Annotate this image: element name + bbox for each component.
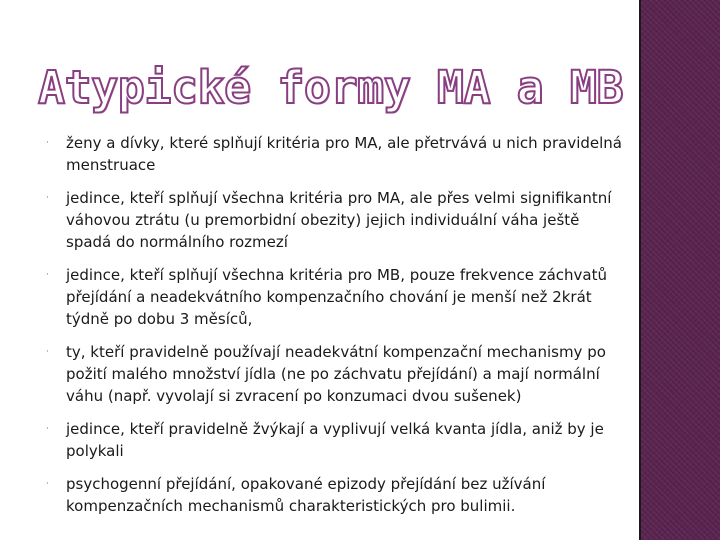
- bullet-text: jedince, kteří splňují všechna kritéria pro MB, pouze frekvence záchvatů přejídání a neadekvátního kompenzačního chování je menší než 2krát týdně po dobu 3 měsíců,: [66, 266, 608, 328]
- bullet-list: [46, 132, 626, 528]
- slide-title: Atypické formy MA a MB: [38, 61, 624, 114]
- bullet-marker: ·: [46, 138, 49, 148]
- bullet-item: [46, 132, 626, 176]
- bullet-marker: ·: [46, 424, 49, 434]
- bullet-marker: ·: [46, 347, 49, 357]
- bullet-item: [46, 418, 626, 462]
- bullet-marker: ·: [46, 270, 49, 280]
- bullet-text: ty, kteří pravidelně používají neadekvátní kompenzační mechanismy po požití malého množství jídla (ne po záchvatu přejídání) a mají normální váhu (např. vyvolají si zvracení po konzumaci dvou sušenek): [66, 343, 606, 405]
- bullet-item: [46, 473, 626, 517]
- bullet-item: [46, 187, 626, 253]
- decorative-side-panel: [641, 0, 720, 540]
- bullet-marker: ·: [46, 193, 49, 203]
- bullet-text: ženy a dívky, které splňují kritéria pro MA, ale přetrvává u nich pravidelná menstruace: [66, 134, 622, 174]
- bullet-text: psychogenní přejídání, opakované epizody přejídání bez užívání kompenzačních mechanismů charakteristických pro bulimii.: [66, 475, 546, 515]
- bullet-text: jedince, kteří pravidelně žvýkají a vyplivují velká kvanta jídla, aniž by je polykali: [66, 420, 604, 460]
- bullet-item: [46, 264, 626, 330]
- bullet-marker: ·: [46, 479, 49, 489]
- bullet-text: jedince, kteří splňují všechna kritéria pro MA, ale přes velmi signifikantní váhovou ztrátu (u premorbidní obezity) jejich individuální váha ještě spadá do normálního rozmezí: [66, 189, 612, 251]
- bullet-item: [46, 341, 626, 407]
